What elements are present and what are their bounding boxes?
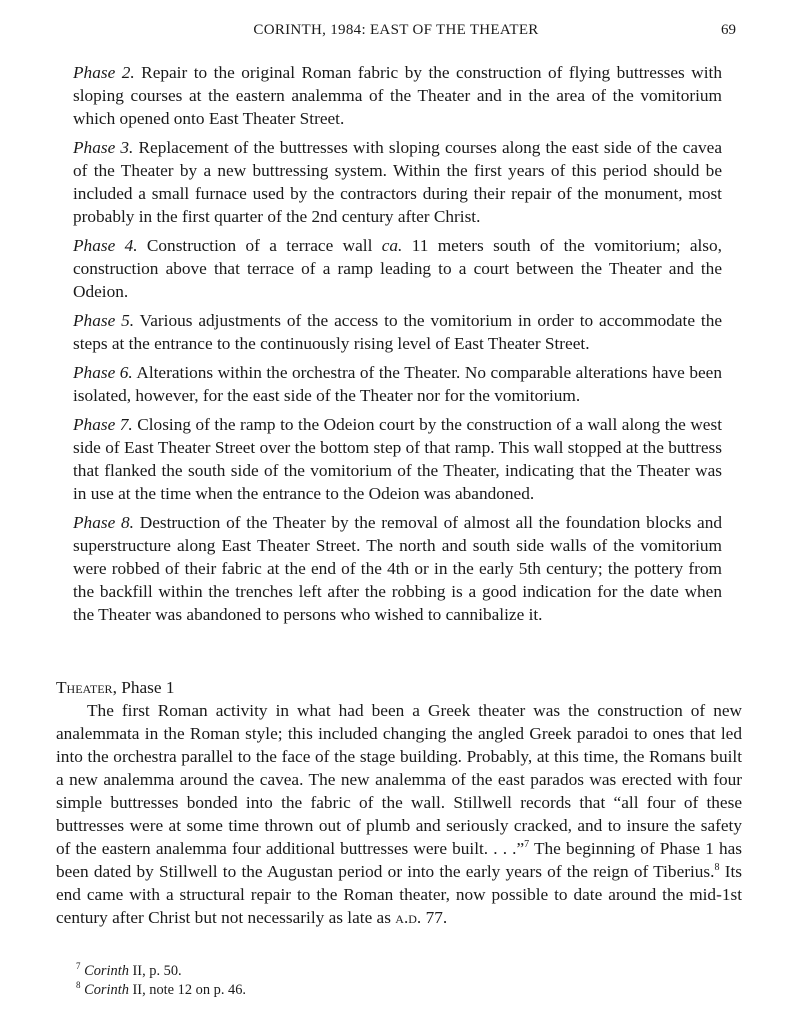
phase-text: Construction of a terrace wall <box>137 236 382 255</box>
phase-label: Phase 6. <box>73 363 133 382</box>
phase-5-paragraph <box>73 309 722 355</box>
phase-text: Various adjustments of the access to the vomitorium in order to accommodate the steps at the entrance to the continuously rising level of East Theater Street. <box>73 311 722 353</box>
body-paragraph <box>56 699 742 929</box>
footnote-number: 8 <box>76 980 81 991</box>
body-text: The beginning of Phase 1 has been dated by Stillwell to the Augustan period or into the early years of the reign of Tiberius. <box>56 839 742 881</box>
running-title: CORINTH, 1984: EAST OF THE THEATER <box>253 22 539 38</box>
scan-speck <box>603 650 604 651</box>
body-text: Its end came with a structural repair to the Roman theater, now possible to date around the mid-1st century after Christ but not necessarily as late as <box>56 862 742 927</box>
footnote-ref[interactable]: 8 <box>714 862 720 874</box>
phase-7-paragraph <box>73 413 722 505</box>
footnote-title: Corinth <box>84 982 129 998</box>
phase-text: Repair to the original Roman fabric by the construction of flying buttresses with sloping courses at the eastern analemma of the Theater and in the area of the vomitorium which opened onto East Theater Street. <box>73 63 722 128</box>
phase-text: Destruction of the Theater by the removal of almost all the foundation blocks and superstructure along East Theater Street. The north and south side walls of the vomitorium were robbed of their fabric at the end of the 4th or in the early 5th century; the pottery from the backfill within the trenches left after the robbing is a good indication for the date when the Theater was abandoned to persons who wished to cannibalize it. <box>73 513 723 624</box>
section-heading-main: Theater <box>56 678 113 697</box>
footnote-text: II, p. 50. <box>128 963 182 979</box>
phase-8-paragraph <box>73 511 722 626</box>
body-text: 77. <box>421 908 448 927</box>
phase-label: Phase 5. <box>73 311 135 330</box>
footnote-7 <box>76 962 476 981</box>
phase-text: 11 meters south of the vomitorium; also, construction above that terrace of a ramp leading to a court between the Theater and the Odeion. <box>73 236 722 301</box>
body-text: The first Roman activity in what had been a Greek theater was the construction of new analemmata in the Roman style; this included changing the angled Greek paradoi to ones that led into the orchestra parallel to the face of the stage building. Probably, at this time, the Romans built a new analemma around the cavea. The new analemma of the east parados was erected with four simple buttresses bonded into the fabric of the wall. Stillwell records that “all four of these buttresses were at some time thrown out of plumb and seriously cracked, and to insure the safety of the eastern analemma four additional buttresses were built. . . .” <box>56 701 742 858</box>
running-header <box>0 22 792 46</box>
footnote-title: Corinth <box>84 963 129 979</box>
footnote-number: 7 <box>76 961 81 972</box>
phase-label: Phase 2. <box>73 63 135 82</box>
phase-text: Alterations within the orchestra of the Theater. No comparable alterations have been isolated, however, for the east side of the Theater nor for the vomitorium. <box>73 363 722 405</box>
footnote-text: II, note 12 on p. 46. <box>128 982 246 998</box>
phase-6-paragraph <box>73 361 722 407</box>
page-number: 69 <box>721 22 736 38</box>
footnote-ref[interactable]: 7 <box>524 839 530 851</box>
phase-label: Phase 4. <box>73 236 138 255</box>
phase-label: Phase 7. <box>73 415 133 434</box>
phase-4-paragraph <box>73 234 722 303</box>
phase-label: Phase 8. <box>73 513 134 532</box>
section-heading <box>56 676 174 699</box>
era-abbreviation: a.d. <box>395 908 422 927</box>
footnote-8 <box>76 981 476 1000</box>
phase-label: Phase 3. <box>73 138 134 157</box>
theater-phase-1-body <box>56 699 742 929</box>
phase-text: Replacement of the buttresses with sloping courses along the east side of the cavea of the Theater by a new buttressing system. Within the first years of this period should be included a small furnace used by the contractors during their repair of the monument, most probably in the first quarter of the 2nd century after Christ. <box>73 138 722 226</box>
phase-text: Closing of the ramp to the Odeion court by the construction of a wall along the west side of East Theater Street over the bottom step of that ramp. This wall stopped at the buttress that flanked the south side of the vomitorium of the Theater, indicating that the Theater was in use at the time when the entrance to the Odeion was abandoned. <box>73 415 723 503</box>
latin-abbreviation: ca. <box>381 236 403 255</box>
phase-2-paragraph <box>73 61 722 130</box>
phase-list <box>73 61 722 632</box>
phase-3-paragraph <box>73 136 722 228</box>
footnotes <box>76 962 476 1000</box>
section-heading-rest: , Phase 1 <box>112 678 175 697</box>
